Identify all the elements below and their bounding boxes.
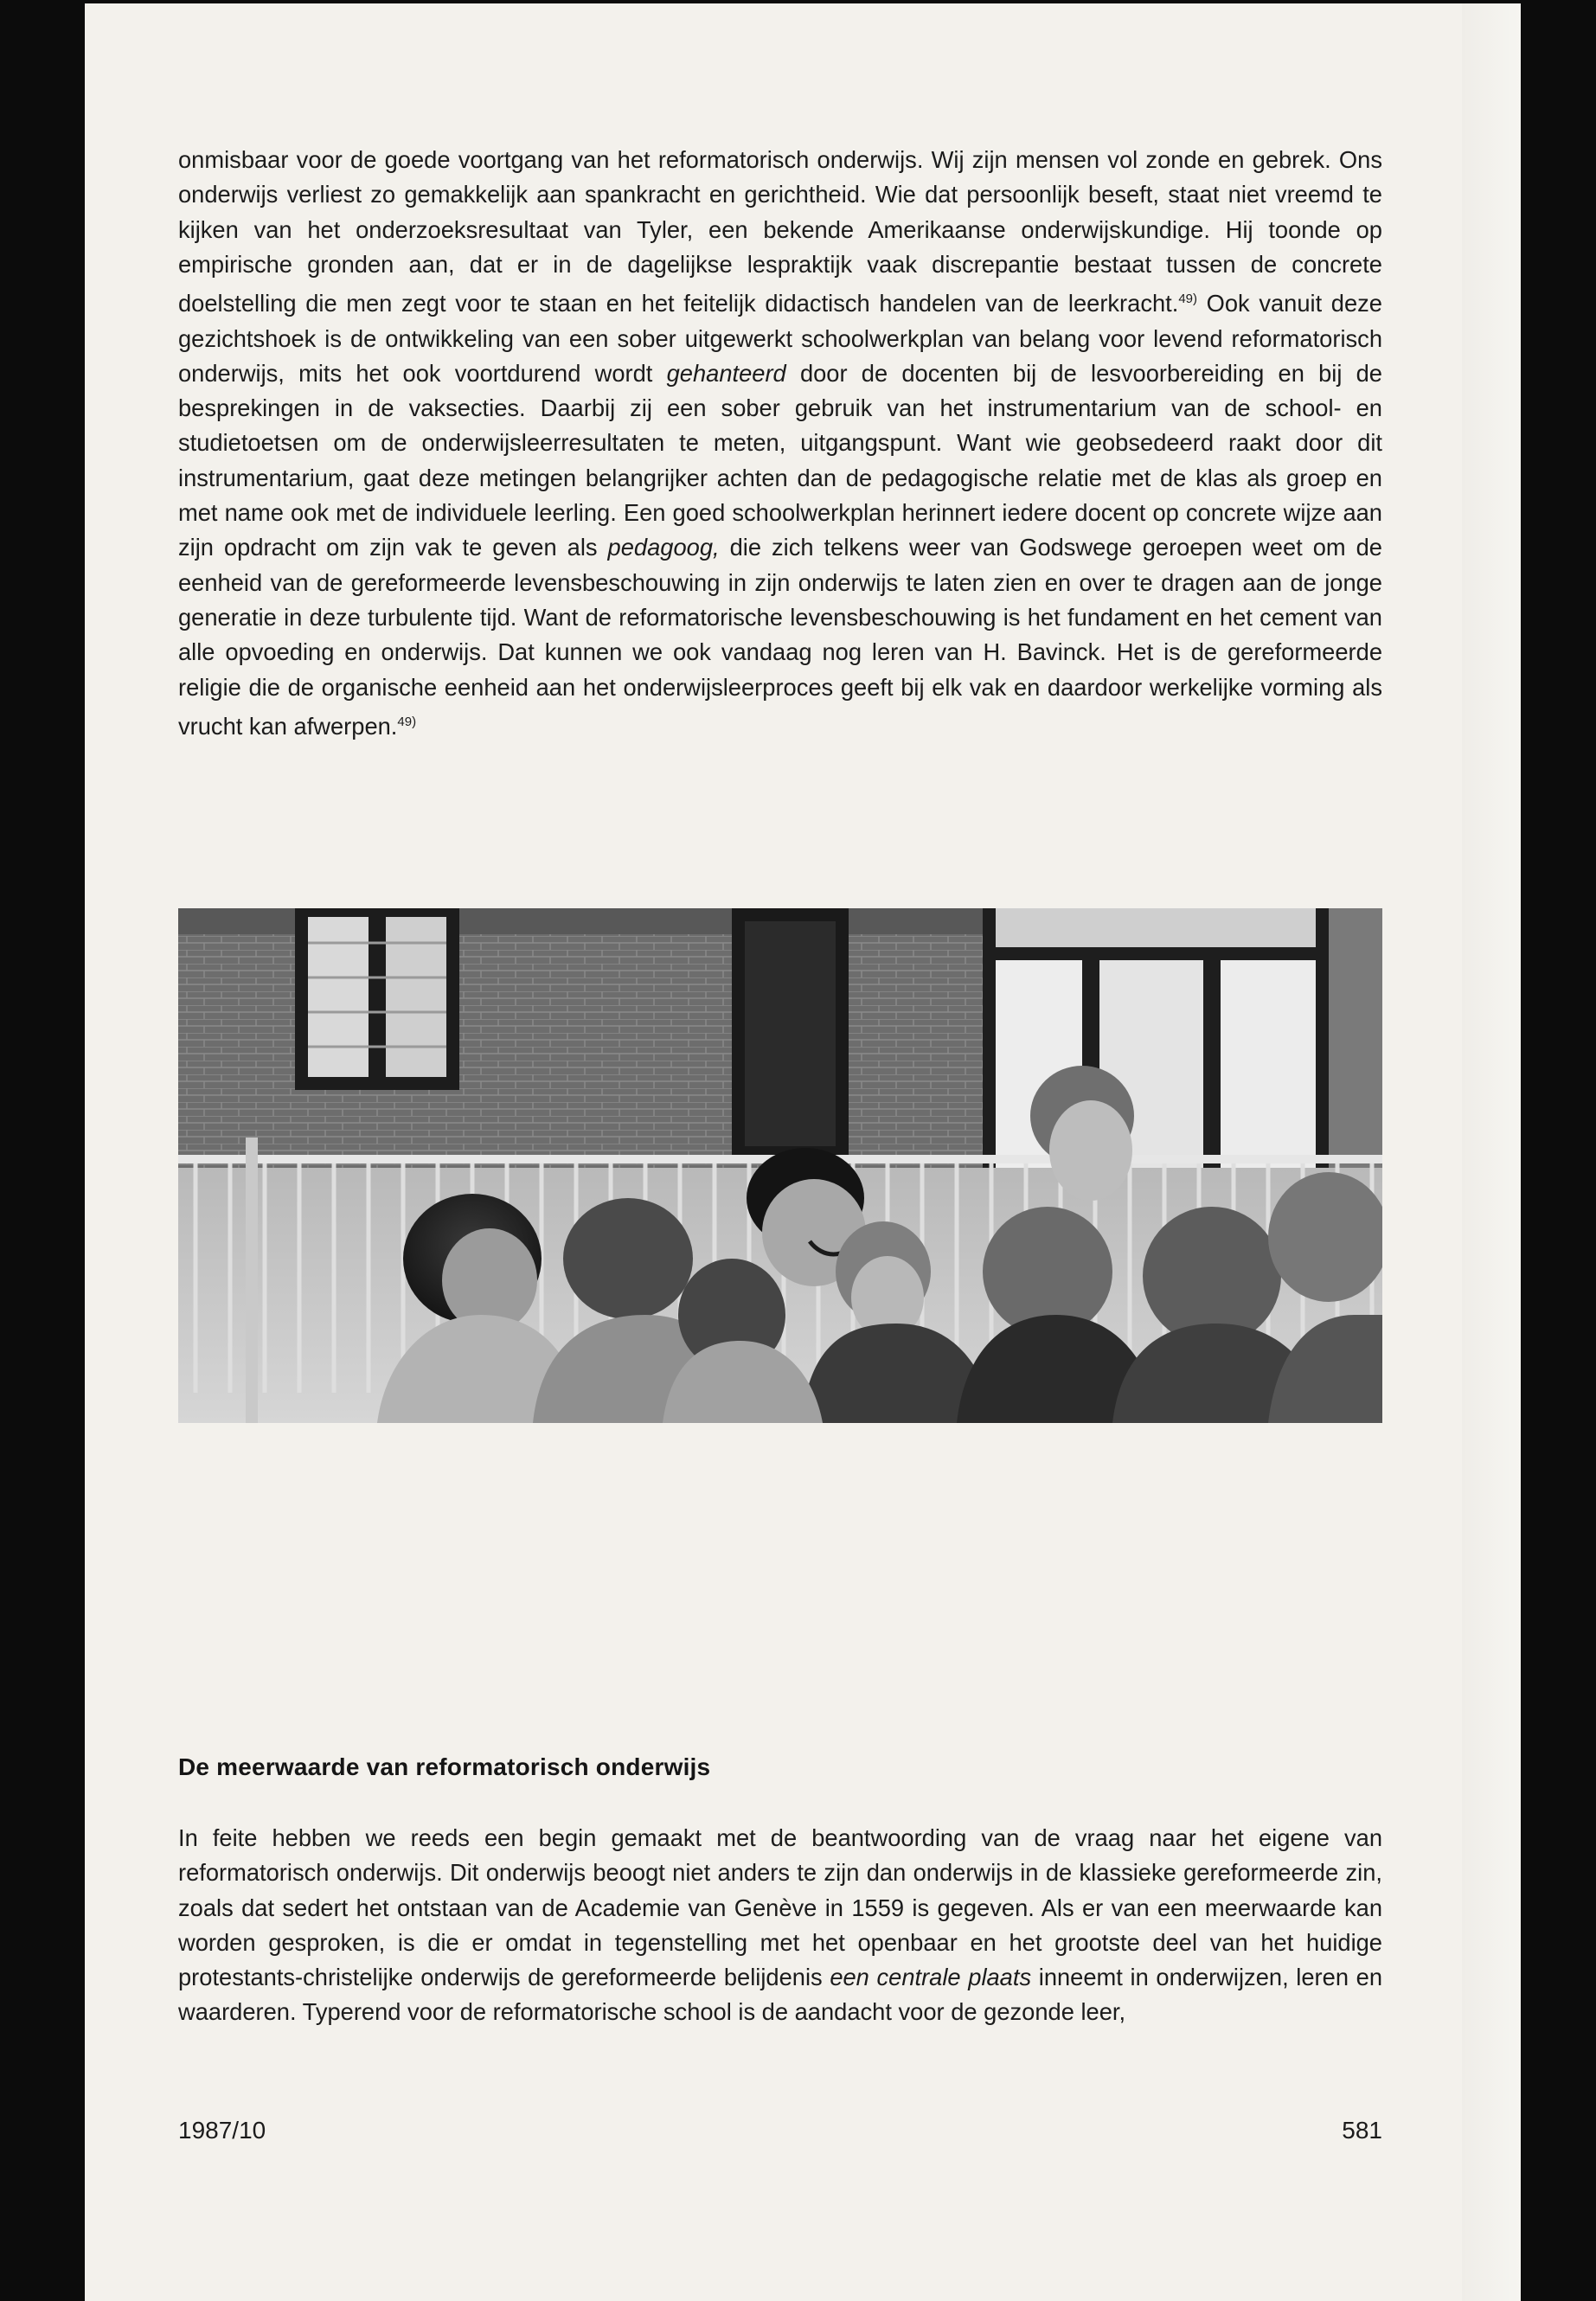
emphasized-text: gehanteerd <box>666 359 786 387</box>
top-paragraph <box>178 143 1382 744</box>
paragraph-text: In feite hebben we reeds een begin gemaakt met de beantwoording van de vraag naar het eigene van reformatorisch onderwijs. Dit onderwijs beoogt niet anders te zijn dan onderwijs in de klassieke gereformeerde zin, zoals dat sedert het ontstaan van de Academie van Genève in 1559 is gegeven. Als er van een meerwaarde kan worden gesproken, is die er omdat in tegenstelling met het openbaar en het grootste deel van het huidige protestants-christelijke onderwijs de gereformeerde belijdenis <box>178 1824 1382 1991</box>
page-edge <box>1462 3 1521 2301</box>
paragraph-text: onmisbaar voor de goede voortgang van het reformatorisch onderwijs. Wij zijn mensen vol zonde en gebrek. Ons onderwijs verliest zo gemakkelijk aan spankracht en gerichtheid. Wie dat persoonlijk beseft, staat niet vreemd te kijken van het onderzoeksresultaat van Tyler, een bekende Amerikaanse onderwijskundige. Hij toonde op empirische gronden aan, dat er in de dagelijkse lespraktijk vaak discrepantie bestaat tussen de concrete doelstelling die men zegt voor te staan en het feitelijk didactisch handelen van de leerkracht. <box>178 146 1382 317</box>
issue-label: 1987/10 <box>178 2117 266 2144</box>
paragraph-text: door de docenten bij de lesvoorbereiding en bij de besprekingen in de vaksecties. Daarbij zij een sober gebruik van het instrumentarium van de school- en studietoetsen om de onderwijsleerresultaten te meten, uitgangspunt. Want wie geobsedeerd raakt door dit instrumentarium, gaat deze metingen belangrijker achten dan de pedagogische relatie met de klas als groep en met name ook met de individuele leerling. Een goed schoolwerkplan herinnert iedere docent op concrete wijze aan zijn opdracht om zijn vak te geven als <box>178 359 1382 561</box>
footnote-reference: 49) <box>1178 292 1198 307</box>
photo-teacher-with-children <box>178 908 1382 1423</box>
paragraph-text: Ook vanuit deze gezichtshoek is de ontwikkeling van een sober uitgewerkt schoolwerkplan van belang voor levend reformatorisch onderwijs, mits het ook voortdurend wordt <box>178 290 1382 387</box>
bottom-paragraph <box>178 1821 1382 2030</box>
emphasized-text: een centrale plaats <box>830 1964 1032 1991</box>
paragraph-text: die zich telkens weer van Godswege geroepen weet om de eenheid van de gereformeerde levensbeschouwing in zijn onderwijs te laten zien en over te dragen aan de jonge generatie in deze turbulente tijd. Want de reformatorische levensbeschouwing is het fundament en het cement van alle opvoeding en onderwijs. Dat kunnen we ook vandaag nog leren van H. Bavinck. Het is de gereformeerde religie die de organische eenheid aan het onderwijsleerproces geeft bij elk vak en daardoor werkelijke vorming als vrucht kan afwerpen. <box>178 534 1382 740</box>
section-heading: De meerwaarde van reformatorisch onderwijs <box>178 1753 711 1780</box>
page-number: 581 <box>1342 2117 1382 2144</box>
emphasized-text: pedagoog, <box>607 534 720 561</box>
footnote-reference: 49) <box>397 714 417 729</box>
paragraph-text: inneemt in onderwijzen, leren en waarderen. Typerend voor de reformatorische school is de aandacht voor de gezonde leer, <box>178 1964 1383 2026</box>
